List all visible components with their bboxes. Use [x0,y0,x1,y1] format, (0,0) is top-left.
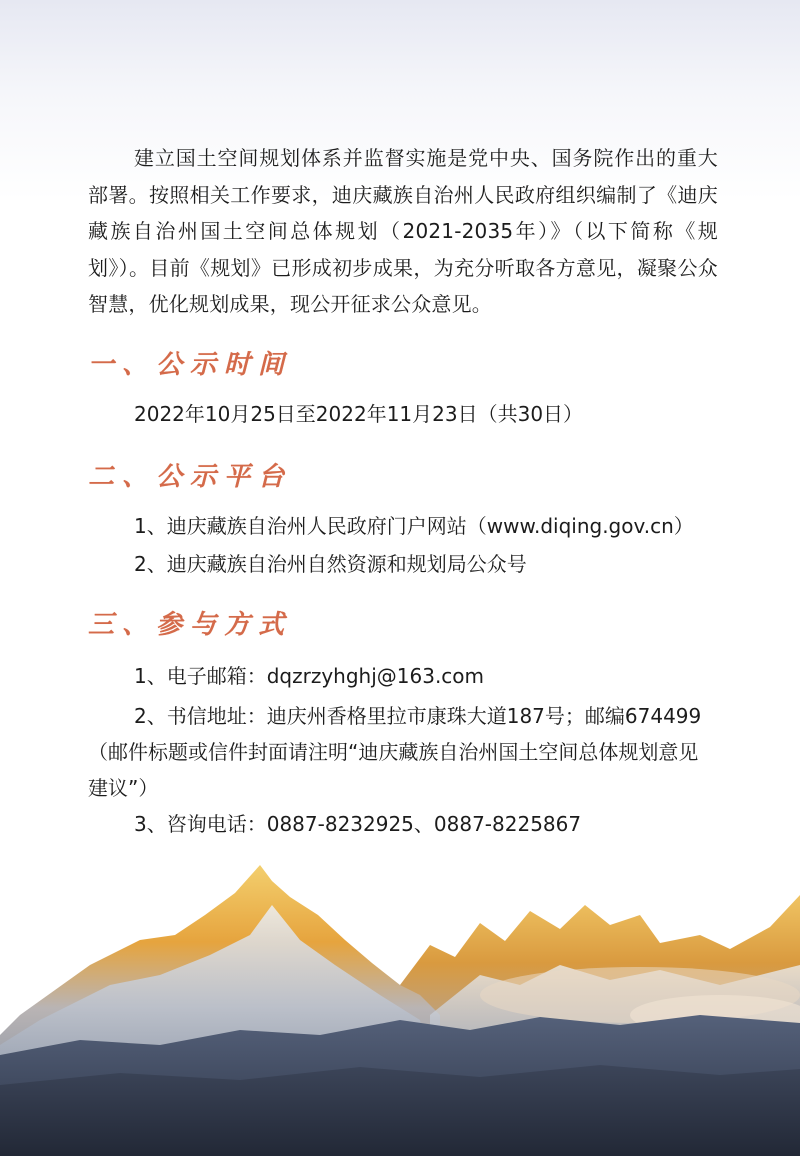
phone-line: 3、咨询电话：0887-8232925、0887-8225867 [134,812,582,836]
intro-paragraph: 建立国土空间规划体系并监督实施是党中央、国务院作出的重大部署。按照相关工作要求，迪庆藏族自治州人民政府组织编制了《迪庆藏族自治州国土空间总体规划（2021-2035年）》（以下简称《规划》）。目前《规划》已形成初步成果，为充分听取各方意见，凝聚公众智慧，优化规划成果，现公开征求公众意见。 [88,146,718,316]
section-title-time: 一、公示时间 [88,350,293,380]
section-title-platform: 二、公示平台 [88,462,293,492]
time-line: 2022年10月25日至2022年11月23日（共30日） [134,402,584,426]
email-line: 1、电子邮箱：dqzrzyhghj@163.com [134,664,485,688]
platform-line-2: 2、迪庆藏族自治州自然资源和规划局公众号 [134,552,527,576]
mountain-illustration [0,845,800,1156]
platform-line-1: 1、迪庆藏族自治州人民政府门户网站（www.diqing.gov.cn） [134,514,694,538]
section-title-participation: 三、参与方式 [88,610,293,640]
address-line: 2、书信地址：迪庆州香格里拉市康珠大道187号；邮编674499（邮件标题或信件封面请注明“迪庆藏族自治州国土空间总体规划意见建议”） [88,704,702,800]
intro-block [88,140,718,323]
